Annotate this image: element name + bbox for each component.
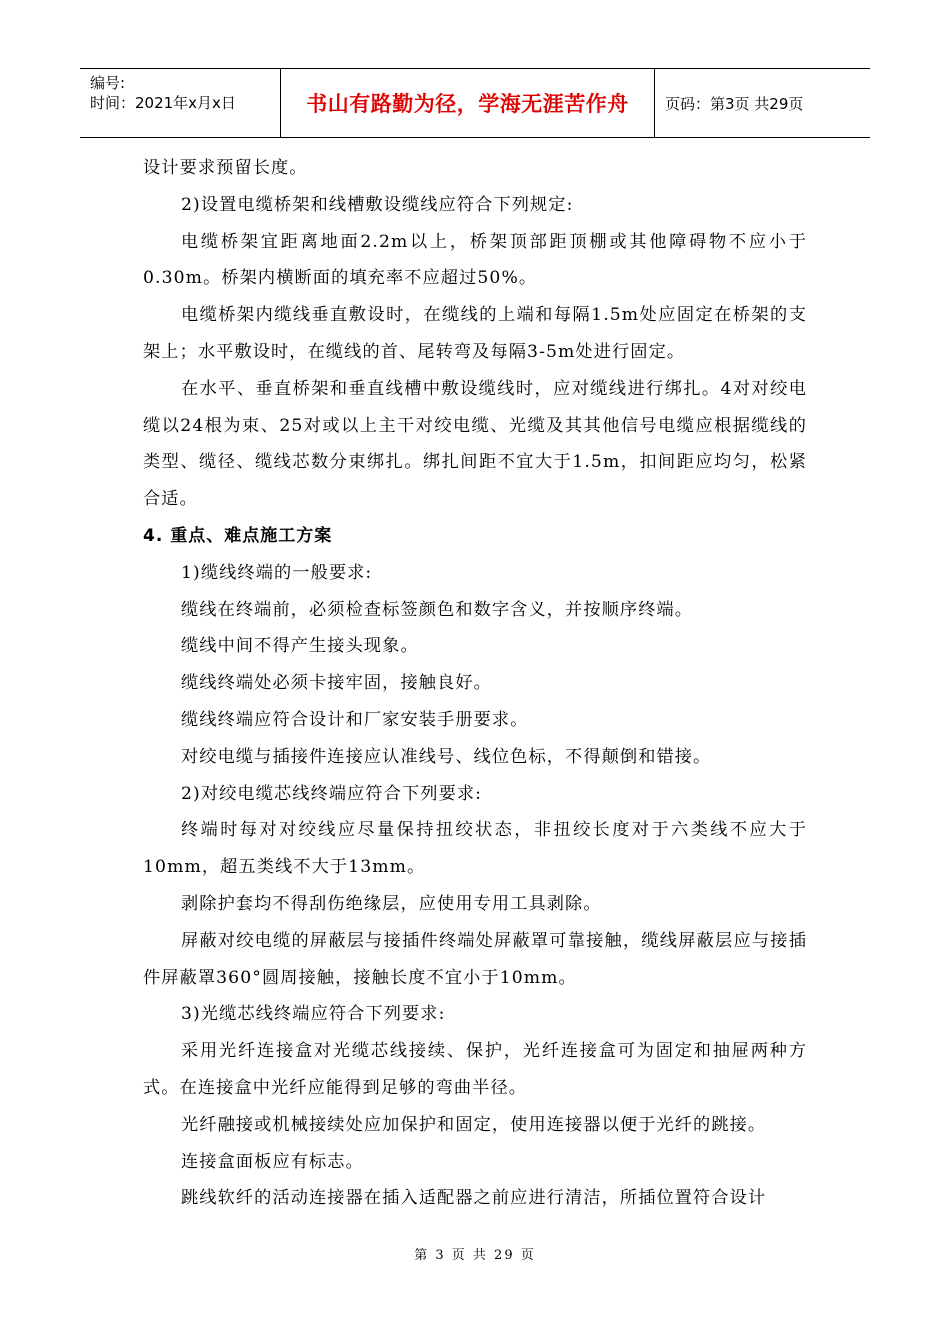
document-date: 时间：2021年x月x日 — [90, 94, 236, 112]
paragraph: 跳线软纤的活动连接器在插入适配器之前应进行清洁，所插位置符合设计 — [181, 1188, 767, 1209]
paragraph: 连接盒面板应有标志。 — [181, 1151, 364, 1172]
paragraph: 屏蔽对绞电缆的屏蔽层与接插件终端处屏蔽罩可靠接触，缆线屏蔽层应与接插件屏蔽罩360°圆周接触，接触长度不宜小于10mm。 — [143, 930, 807, 988]
document-number-label: 编号: — [90, 74, 126, 92]
section-heading: 4. 重点、难点施工方案 — [143, 525, 333, 546]
paragraph: 光纤融接或机械接续处应加保护和固定，使用连接器以便于光纤的跳接。 — [181, 1114, 767, 1135]
paragraph: 终端时每对对绞线应尽量保持扭绞状态，非扭绞长度对于六类线不应大于10mm，超五类线不大于13mm。 — [143, 820, 807, 878]
header-meta — [80, 69, 281, 137]
paragraph: 缆线终端应符合设计和厂家安装手册要求。 — [181, 709, 529, 730]
subheading: 3)光缆芯线终端应符合下列要求: — [181, 1004, 446, 1025]
paragraph: 缆线终端处必须卡接牢固，接触良好。 — [181, 673, 492, 694]
paragraph: 缆线在终端前，必须检查标签颜色和数字含义，并按顺序终端。 — [181, 599, 694, 620]
paragraph: 剥除护套均不得刮伤绝缘层，应使用专用工具剥除。 — [181, 893, 602, 914]
paragraph: 在水平、垂直桥架和垂直线槽中敷设缆线时，应对缆线进行绑扎。4对对绞电缆以24根为束、25对或以上主干对绞电缆、光缆及其其他信号电缆应根据缆线的类型、缆径、缆线芯数分束绑扎。绑扎间距不宜大于1.5m，扣间距应均匀，松紧合适。 — [143, 378, 807, 510]
paragraph: 采用光纤连接盒对光缆芯线接续、保护，光纤连接盒可为固定和抽屉两种方式。在连接盒中光纤应能得到足够的弯曲半径。 — [143, 1041, 807, 1098]
header-motto: 书山有路勤为径，学海无涯苦作舟 — [281, 69, 655, 137]
paragraph: 对绞电缆与插接件连接应认准线号、线位色标，不得颠倒和错接。 — [181, 746, 712, 767]
page-header — [80, 68, 870, 138]
paragraph: 缆线中间不得产生接头现象。 — [181, 636, 419, 657]
paragraph: 电缆桥架内缆线垂直敷设时，在缆线的上端和每隔1.5m处应固定在桥架的支架上；水平敷设时，在缆线的首、尾转弯及每隔3-5m处进行固定。 — [143, 305, 807, 362]
paragraph: 电缆桥架宜距离地面2.2m以上，桥架顶部距顶棚或其他障碍物不应小于0.30m。桥架内横断面的填充率不应超过50%。 — [143, 231, 807, 289]
header-page-number: 页码：第3页 共29页 — [665, 94, 804, 113]
document-body — [143, 150, 807, 1217]
subheading: 1)缆线终端的一般要求: — [181, 562, 373, 583]
page-footer: 第 3 页 共 29 页 — [414, 1248, 536, 1263]
subheading: 2)设置电缆桥架和线槽敷设缆线应符合下列规定: — [181, 194, 574, 215]
paragraph: 设计要求预留长度。 — [143, 158, 308, 178]
subheading: 2)对绞电缆芯线终端应符合下列要求: — [181, 783, 483, 804]
